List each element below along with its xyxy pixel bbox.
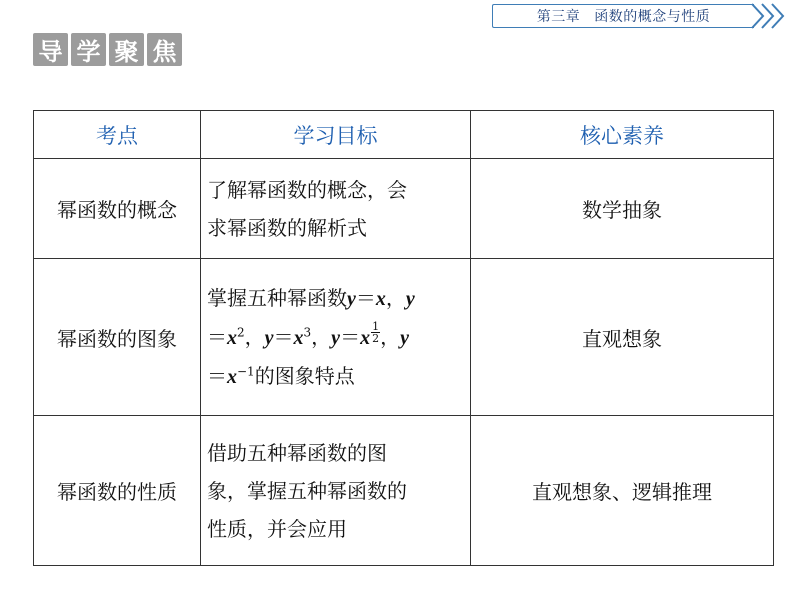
double-chevron-right-icon	[748, 2, 788, 30]
header-goal: 学习目标	[201, 111, 471, 159]
section-title	[33, 33, 182, 66]
fraction-exponent: $\frac{1}{2}$	[372, 319, 380, 345]
header-topic: 考点	[34, 111, 201, 159]
goal-suffix: 的图象特点	[254, 363, 355, 388]
core-cell: 直观想象	[471, 259, 774, 416]
goal-cell	[201, 159, 471, 259]
goal-line: $=x^2$，$y=x^3$，y＝x $\frac{1}{2}$ ，y	[207, 319, 409, 349]
table-row	[34, 159, 774, 259]
goal-line: 借助五种幂函数的图	[207, 440, 387, 465]
core-cell: 数学抽象	[471, 159, 774, 259]
topic-cell: 幂函数的图象	[34, 259, 201, 416]
exponent: 2	[237, 324, 245, 339]
table-row	[34, 259, 774, 416]
chapter-banner	[492, 4, 754, 28]
goal-line: 求幂函数的解析式	[207, 215, 367, 240]
learning-goals-table	[33, 110, 774, 566]
title-tile: 学	[71, 33, 106, 66]
table-header-row	[34, 111, 774, 159]
title-tile: 聚	[109, 33, 144, 66]
goal-line: 象，掌握五种幂函数的	[207, 478, 407, 503]
table-row	[34, 416, 774, 566]
exponent: 3	[303, 324, 312, 339]
goal-line: 掌握五种幂函数y＝x，y	[207, 285, 415, 310]
goal-line: 了解幂函数的概念，会	[207, 177, 407, 202]
goal-cell-math	[201, 259, 471, 416]
title-tile: 焦	[147, 33, 182, 66]
exponent: −1	[237, 363, 255, 378]
goal-line: 性质，并会应用	[207, 516, 347, 541]
title-tile: 导	[33, 33, 68, 66]
core-cell: 直观想象、逻辑推理	[471, 416, 774, 566]
header-core: 核心素养	[471, 111, 774, 159]
chapter-number: 第三章	[536, 9, 581, 25]
goal-prefix: 掌握五种幂函数	[207, 285, 347, 310]
topic-cell: 幂函数的性质	[34, 416, 201, 566]
goal-line: $=x^{-1}$的图象特点	[207, 363, 355, 388]
chapter-title: 函数的概念与性质	[594, 9, 711, 25]
goal-cell	[201, 416, 471, 566]
topic-cell: 幂函数的概念	[34, 159, 201, 259]
